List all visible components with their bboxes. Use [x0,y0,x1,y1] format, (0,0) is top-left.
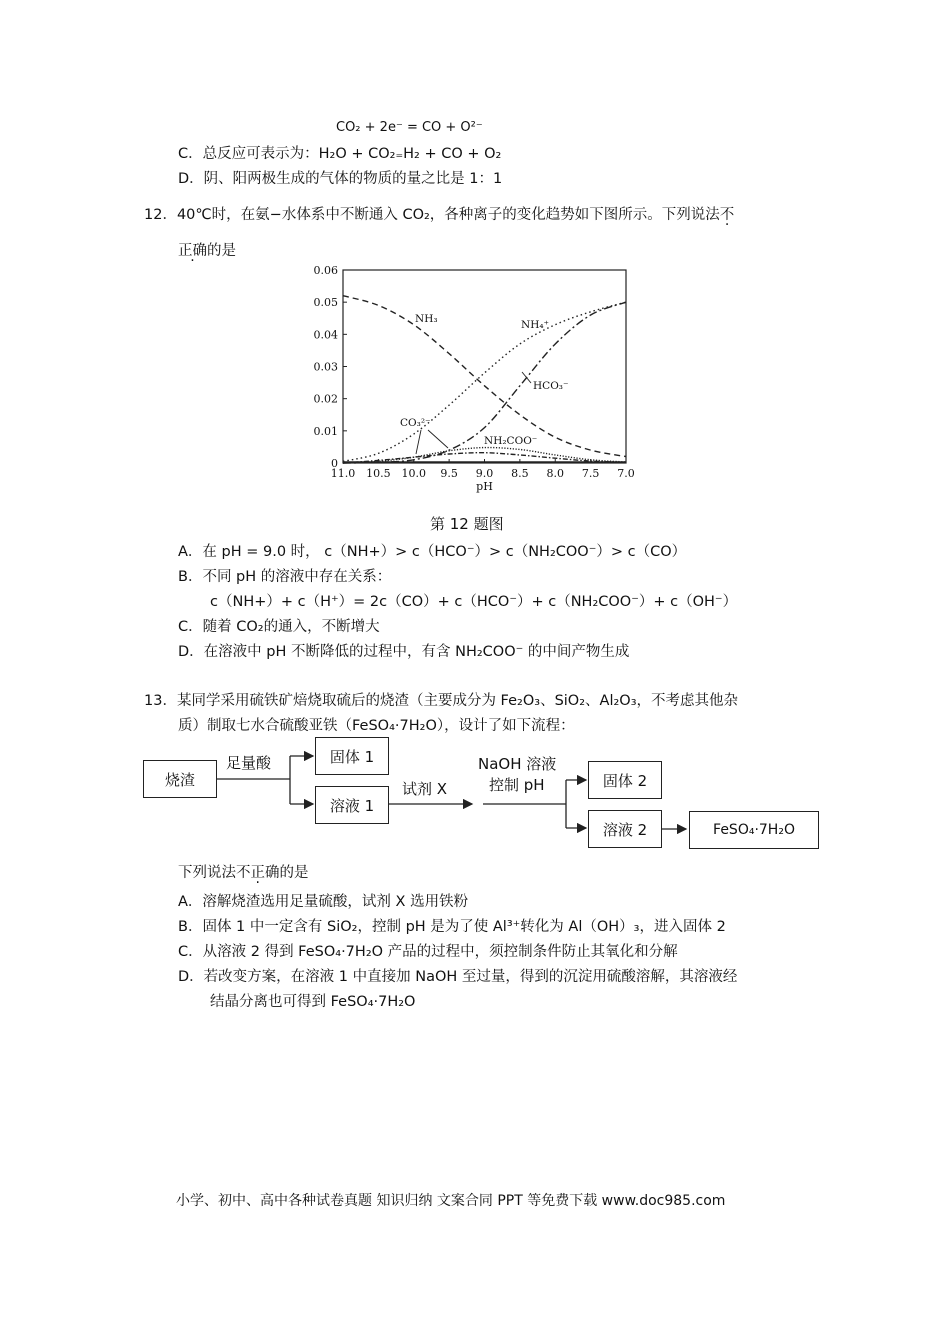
figure-caption: 第 12 题图 [430,515,504,533]
q13-stem-line1: 13．某同学采用硫铁矿焙烧取硫后的烧渣（主要成分为 Fe₂O₃、SiO₂、Al₂O₃，不考虑其他杂 [144,693,739,709]
q12-option-b-relation: c（NH+）+ c（H⁺）= 2c（CO）+ c（HCO⁻）+ c（NH₂COO⁻）+ c（OH⁻） [210,594,738,610]
x-tick-label: 7.5 [581,467,600,480]
q13-option-c: C．从溶液 2 得到 FeSO₄·7H₂O 产品的过程中，须控制条件防止其氧化和分解 [178,944,678,960]
flow-ph-label: 控制 pH [489,776,545,794]
series-label: HCO₃⁻ [533,380,569,392]
y-tick-label: 0 [331,457,338,470]
y-tick-label: 0.02 [313,392,338,406]
q13-ask [178,864,309,882]
y-tick-label: 0.05 [313,296,338,310]
flow-product-box: FeSO₄·7H₂O [689,811,819,849]
flow-naoh-label: NaOH 溶液 [478,755,557,773]
q13-ask-pre: 下列说法 [178,865,236,881]
x-tick-label: 10.0 [401,467,426,480]
x-tick-label: 9.5 [440,467,458,480]
y-tick-label: 0.01 [313,424,338,438]
q13-option-a: A．溶解烧渣选用足量硫酸，试剂 X 选用铁粉 [178,894,469,910]
q12-stem-text-2: 的是 [207,243,236,259]
flow-reagent-label: 试剂 X [402,780,448,798]
y-tick-label: 0.04 [313,328,338,342]
q12-stem-emphasis-2: 正确 [178,243,207,259]
flow-start-box: 烧渣 [143,760,217,798]
series-label: CO₃²⁻ [400,417,431,429]
q11-option-c: C．总反应可表示为：H₂O + CO₂₌H₂ + CO + O₂ [178,146,502,162]
q12-stem-emphasis: 不 [719,207,735,223]
series-label: NH₄⁺ [521,319,550,331]
flow-acid-label: 足量酸 [226,754,272,772]
x-tick-label: 8.5 [511,467,529,480]
q12-option-c: C．随着 CO₂的通入，不断增大 [178,619,380,635]
series-label: NH₃ [415,313,438,325]
x-tick-label: 10.5 [366,467,391,480]
x-tick-label: 11.0 [330,467,356,480]
q13-option-b: B．固体 1 中一定含有 SiO₂，控制 pH 是为了使 Al³⁺转化为 Al（OH）₃，进入固体 2 [178,919,726,935]
y-tick-label: 0.06 [313,264,338,277]
page-footer: 小学、初中、高中各种试卷真题 知识归纳 文案合同 PPT 等免费下载 www.doc985.com [176,1193,726,1209]
q12-option-d: D．在溶液中 pH 不断降低的过程中，有含 NH₂COO⁻ 的中间产物生成 [178,644,630,660]
flow-solid2-box: 固体 2 [588,761,662,799]
q11-option-d: D．阴、阳两极生成的气体的物质的量之比是 1：1 [178,171,503,187]
x-tick-label: 8.0 [546,467,564,480]
q13-ask-emphasis: 不正确 [236,865,280,881]
y-tick-label: 0.03 [313,360,338,374]
q12-stem-text: 12．40℃时，在氨−水体系中不断通入 CO₂，各种离子的变化趋势如下图所示。下列说法 [144,207,720,223]
q13-option-d-cont: 结晶分离也可得到 FeSO₄·7H₂O [210,994,416,1010]
flow-solution2-box: 溶液 2 [588,810,662,848]
series-label: NH₂COO⁻ [484,435,538,447]
q13-stem-line2: 质）制取七水合硫酸亚铁（FeSO₄·7H₂O），设计了如下流程： [178,718,575,734]
x-tick-label: 9.0 [475,467,494,480]
x-tick-label: 7.0 [617,467,635,480]
q12-option-a: A．在 pH = 9.0 时， c（NH+）> c（HCO⁻）> c（NH₂COO⁻）> c（CO） [178,544,687,560]
flow-solution1-box: 溶液 1 [315,786,389,824]
q12-option-b: B．不同 pH 的溶液中存在关系： [178,569,392,585]
x-axis-label: pH [476,480,493,493]
q13-option-d: D．若改变方案，在溶液 1 中直接加 NaOH 至过量，得到的沉淀用硫酸溶解，其溶液经 [178,969,738,985]
flow-solid1-box: 固体 1 [315,737,389,775]
equation-line: CO₂ + 2e⁻ = CO + O²⁻ [336,120,483,135]
q13-ask-post: 的是 [279,865,309,881]
